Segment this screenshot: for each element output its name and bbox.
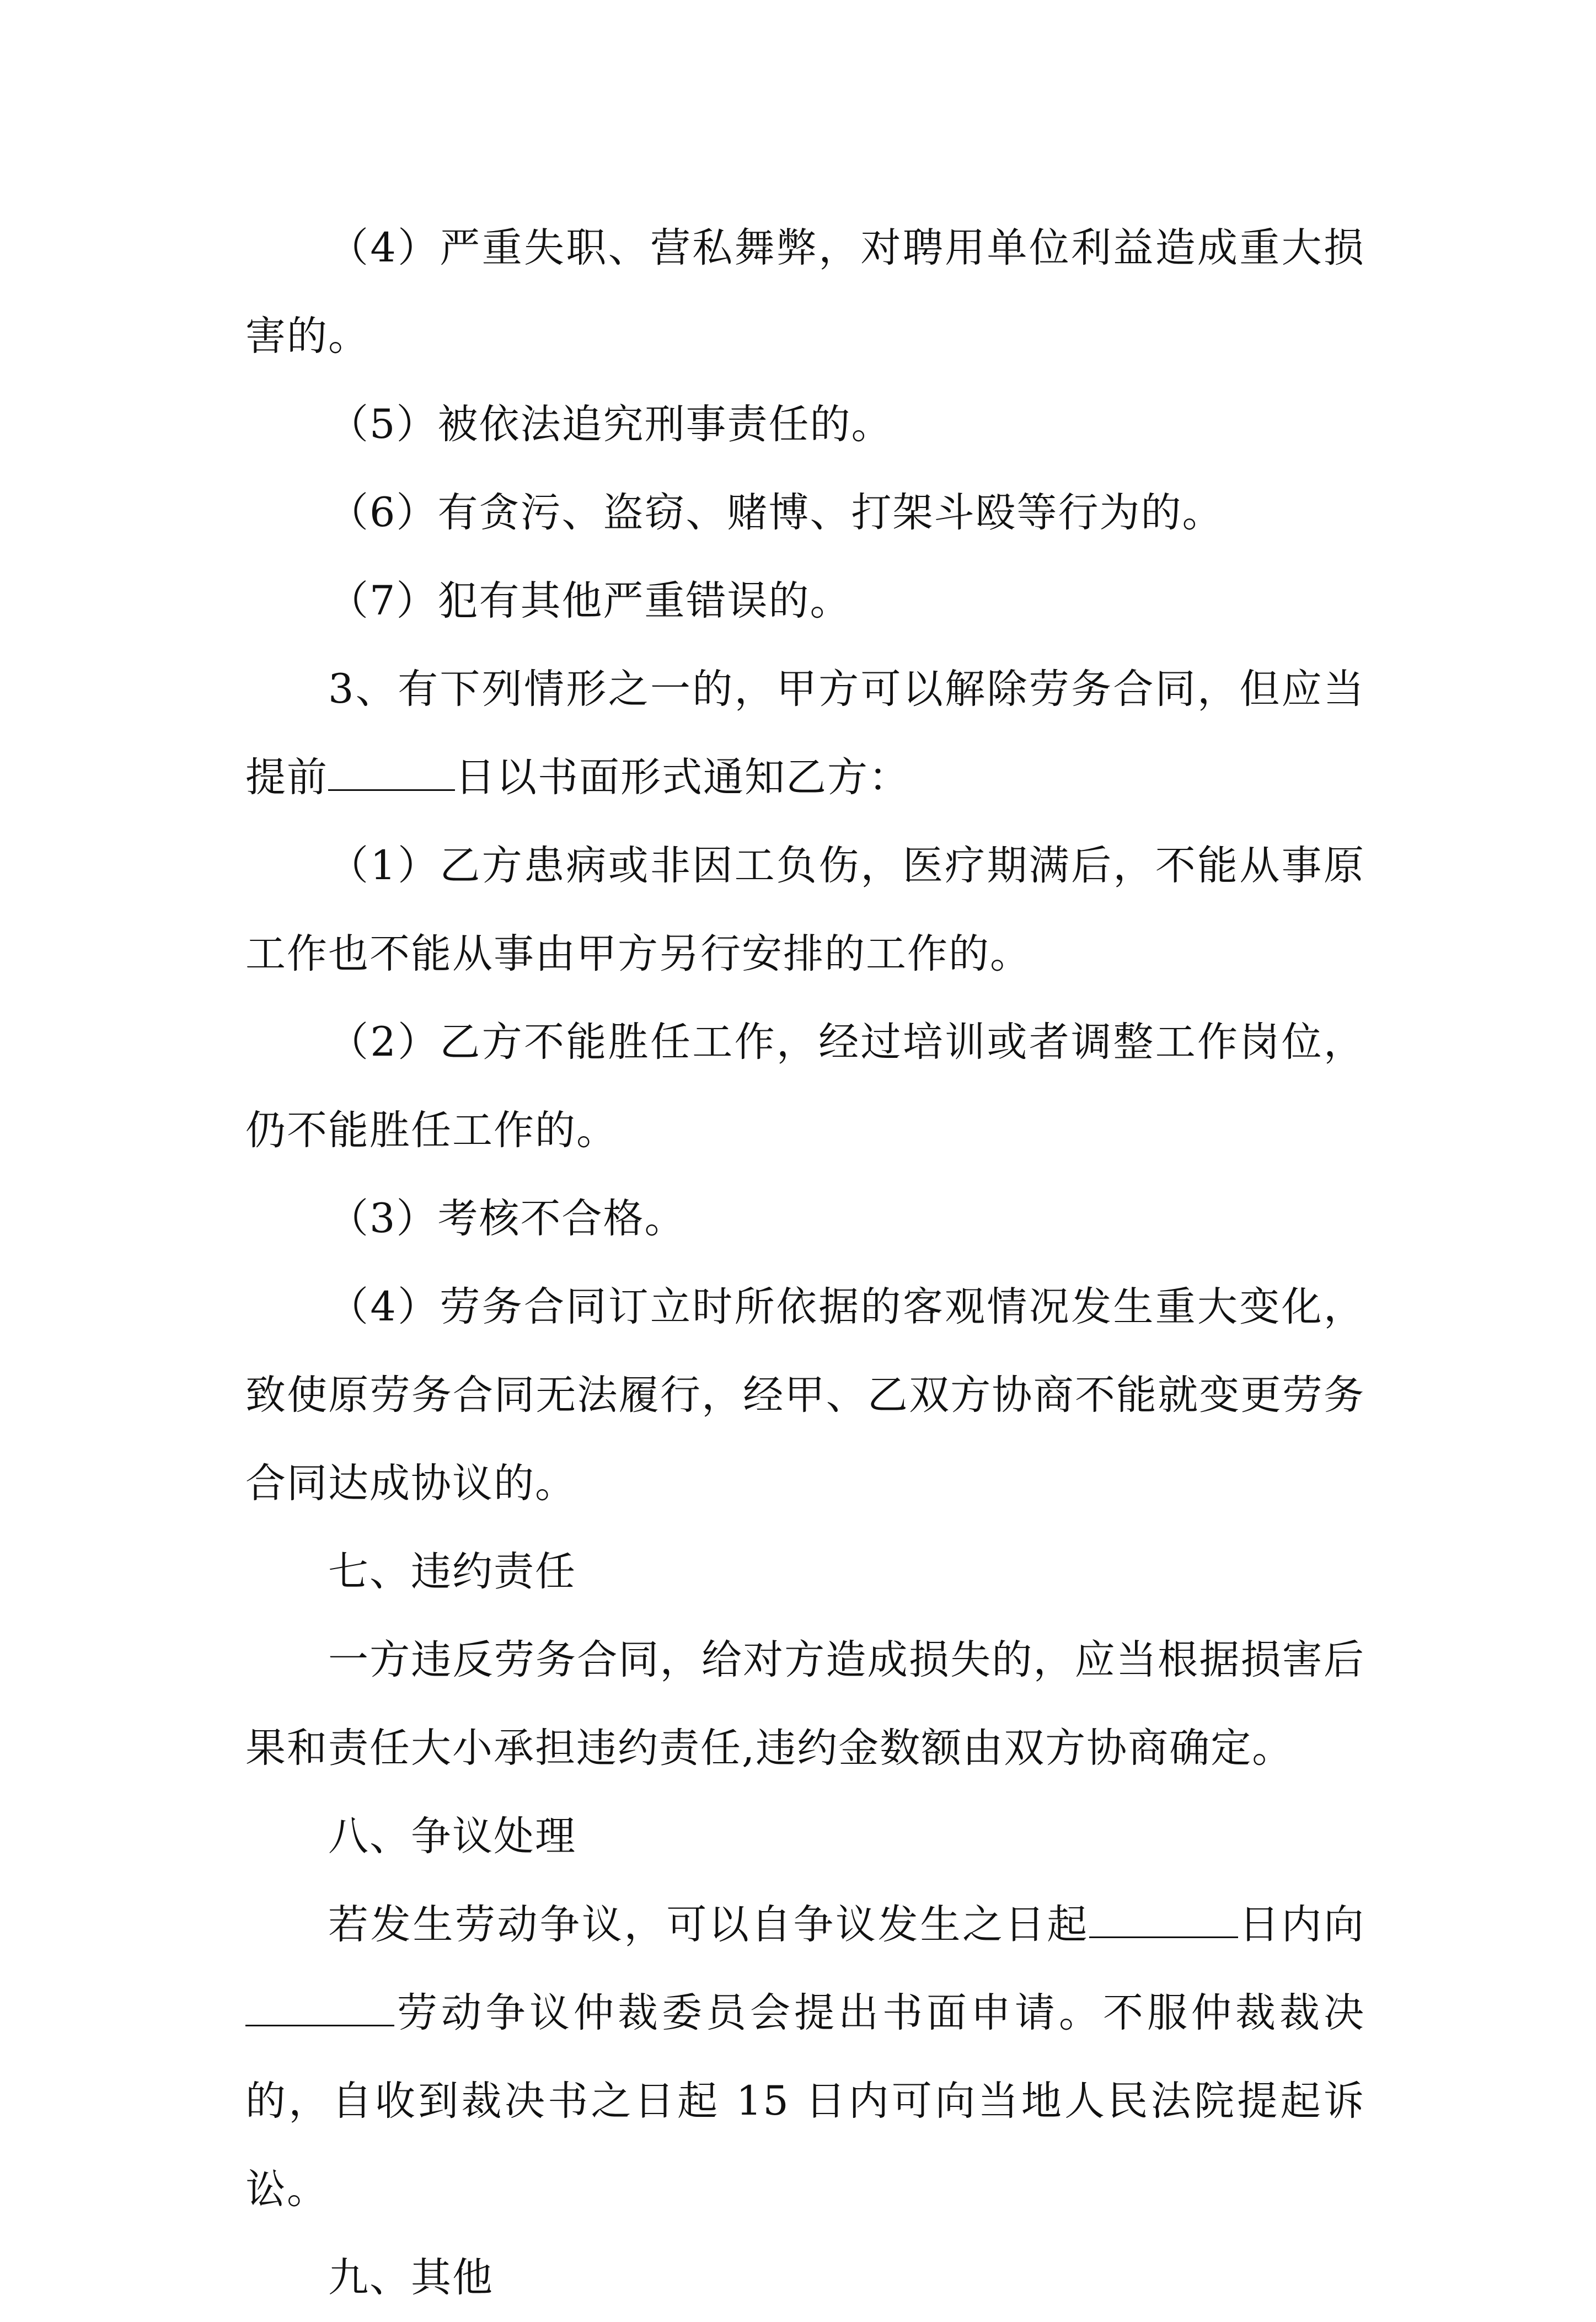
section-7-heading: 七、违约责任 <box>328 1548 576 1595</box>
section-8-text-middle: 日内向 <box>1238 1901 1365 1948</box>
arbitration-committee-blank <box>245 1993 394 2026</box>
clause-3-termination-notice <box>245 645 1365 822</box>
clause-3-item-3-assessment: （3）考核不合格。 <box>328 1195 686 1242</box>
section-8-body <box>245 1881 1365 2234</box>
section-9-heading: 九、其他 <box>328 2254 494 2301</box>
clause-3-item-2-incompetence: （2）乙方不能胜任工作，经过培训或者调整工作岗位，仍不能胜任工作的。 <box>245 1019 1365 1154</box>
dispute-days-blank <box>1089 1904 1238 1938</box>
clause-3-item-4-circumstance-change: （4）劳务合同订立时所依据的客观情况发生重大变化，致使原劳务合同无法履行，经甲、乙双方协商不能就变更劳务合同达成协议的。 <box>245 1283 1365 1507</box>
clause-item-6-misconduct: （6）有贪污、盗窃、赌博、打架斗殴等行为的。 <box>328 489 1224 536</box>
section-8-text-before: 若发生劳动争议，可以自争议发生之日起 <box>328 1901 1089 1948</box>
clause-item-7-other-errors: （7）犯有其他严重错误的。 <box>328 577 851 624</box>
section-8-text-after: 劳动争议仲裁委员会提出书面申请。不服仲裁裁决的，自收到裁决书之日起 15 日内可向当地人民法院提起诉讼。 <box>245 1989 1365 2213</box>
clause-item-4-serious-negligence: （4）严重失职、营私舞弊，对聘用单位利益造成重大损害的。 <box>245 224 1365 360</box>
clause-3-item-1-illness: （1）乙方患病或非因工负伤，医疗期满后，不能从事原工作也不能从事由甲方另行安排的工作的。 <box>245 842 1365 977</box>
clause-item-5-criminal-liability: （5）被依法追究刑事责任的。 <box>328 401 893 448</box>
notice-days-blank <box>328 757 455 791</box>
clause-3-text-before: 3、有下列情形之一的，甲方可以解除劳务合同，但应当提前 <box>245 666 1365 801</box>
section-8-heading: 八、争议处理 <box>328 1813 576 1860</box>
section-7-body: 一方违反劳务合同，给对方造成损失的，应当根据损害后果和责任大小承担违约责任,违约金数额由双方协商确定。 <box>245 1636 1365 1772</box>
document-body <box>245 204 1365 2322</box>
clause-3-text-after: 日以书面形式通知乙方： <box>455 754 910 801</box>
